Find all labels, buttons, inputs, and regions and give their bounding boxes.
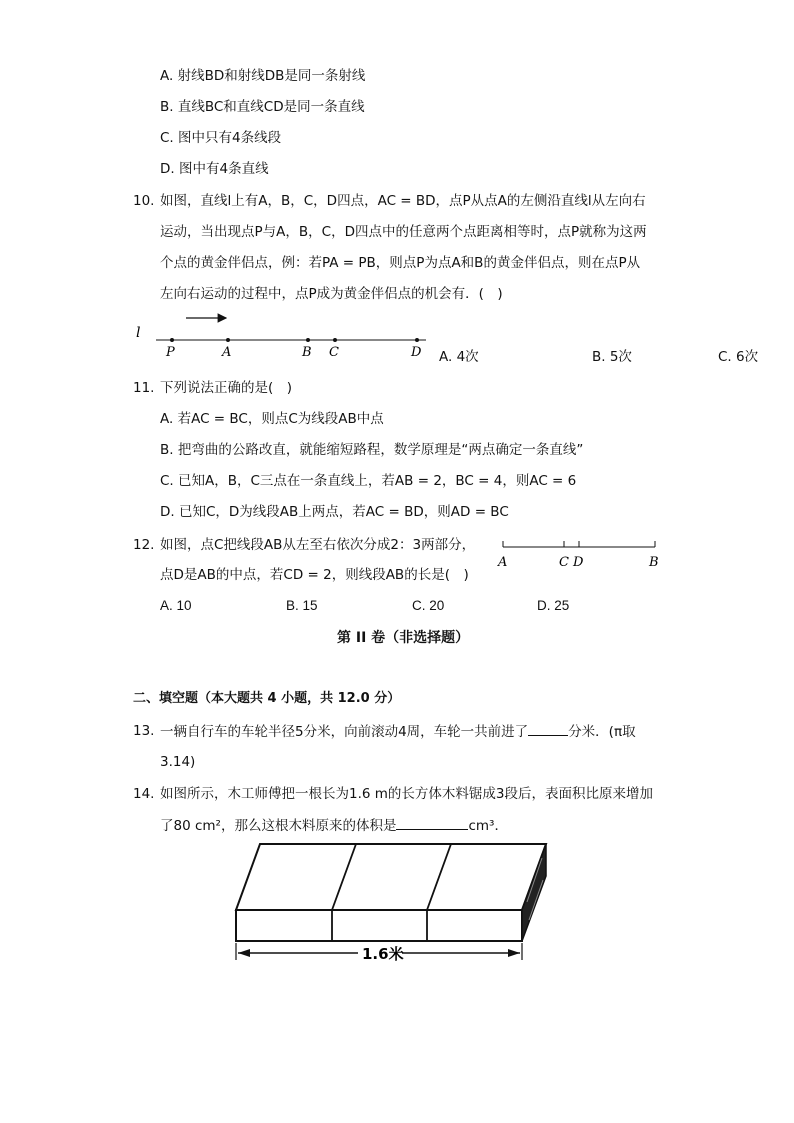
q13-line-1 bbox=[160, 721, 636, 742]
q11-option-b: B. 把弯曲的公路改直，就能缩短路程，数学原理是“两点确定一条直线” bbox=[160, 442, 584, 458]
label-a: A bbox=[222, 345, 232, 360]
label-b: B bbox=[649, 555, 659, 570]
q12-option-d: D. 25 bbox=[537, 598, 570, 613]
q11-stem: 下列说法正确的是( ) bbox=[160, 380, 293, 396]
q10-option-b: B. 5次 bbox=[592, 349, 632, 365]
part-2-title: 第 II 卷（非选择题） bbox=[337, 630, 470, 646]
q12-option-c: C. 20 bbox=[412, 598, 445, 613]
dimension-arrow-right bbox=[508, 949, 520, 957]
q14-line-2 bbox=[160, 815, 508, 836]
q13-text-a: 一辆自行车的车轮半径5分米，向前滚动4周，车轮一共前进了 bbox=[160, 724, 529, 740]
q10-number-line-figure bbox=[130, 306, 430, 364]
q14-text-a: 了80 cm²，那么这根木料原来的体积是 bbox=[160, 818, 397, 834]
q12-number: 12. bbox=[133, 537, 155, 553]
q13-number: 13. bbox=[133, 723, 155, 739]
label-b: B bbox=[302, 345, 312, 360]
q14-text-b: cm³． bbox=[468, 818, 508, 834]
q14-timber-figure bbox=[230, 840, 555, 970]
q13-text-b: 分米．(π取 bbox=[568, 724, 636, 740]
section-2-title: 二、填空题（本大题共 4 小题，共 12.0 分） bbox=[133, 691, 401, 706]
q13-answer-blank[interactable] bbox=[528, 721, 568, 736]
line-l-label: l bbox=[136, 325, 141, 341]
timber-front-face bbox=[236, 910, 522, 941]
dimension-arrow-left bbox=[238, 949, 250, 957]
point-d bbox=[415, 338, 419, 342]
q12-option-a: A. 10 bbox=[160, 598, 192, 613]
point-p bbox=[170, 338, 174, 342]
q11-option-d: D. 已知C，D为线段AB上两点，若AC = BD，则AD = BC bbox=[160, 504, 509, 520]
label-d: D bbox=[573, 555, 584, 570]
q12-stem-line-2: 点D是AB的中点，若CD = 2，则线段AB的长是( ) bbox=[160, 567, 469, 583]
label-c: C bbox=[559, 555, 569, 570]
q12-option-b: B. 15 bbox=[286, 598, 318, 613]
q10-stem-line-4: 左向右运动的过程中，点P成为黄金伴侣点的机会有．( ) bbox=[160, 286, 503, 302]
q9-option-b: B. 直线BC和直线CD是同一条直线 bbox=[160, 99, 365, 115]
q10-stem-line-1: 如图，直线l上有A，B，C，D四点，AC = BD，点P从点A的左侧沿直线l从左向右 bbox=[160, 193, 646, 209]
q14-answer-blank[interactable] bbox=[396, 815, 468, 830]
dimension-label: 1.6米 bbox=[362, 945, 404, 963]
q10-stem-line-2: 运动，当出现点P与A，B，C，D四点中的任意两个点距离相等时，点P就称为这两 bbox=[160, 224, 647, 240]
q13-line-2: 3.14) bbox=[160, 754, 196, 770]
label-a: A bbox=[498, 555, 508, 570]
q9-option-a: A. 射线BD和射线DB是同一条射线 bbox=[160, 68, 366, 84]
q10-stem-line-3: 个点的黄金伴侣点，例：若PA = PB，则点P为点A和B的黄金伴侣点，则在点P从 bbox=[160, 255, 641, 271]
timber-top-face bbox=[236, 844, 546, 910]
q11-number: 11. bbox=[133, 380, 155, 396]
q9-option-d: D. 图中有4条直线 bbox=[160, 161, 269, 177]
q10-option-a: A. 4次 bbox=[439, 349, 479, 365]
q14-line-1: 如图所示，木工师傅把一根长为1.6 m的长方体木料锯成3段后，表面积比原来增加 bbox=[160, 786, 653, 802]
label-c: C bbox=[329, 345, 339, 360]
label-d: D bbox=[411, 345, 422, 360]
q11-option-c: C. 已知A，B，C三点在一条直线上，若AB = 2，BC = 4，则AC = 6 bbox=[160, 473, 577, 489]
q10-number: 10. bbox=[133, 193, 155, 209]
point-b bbox=[306, 338, 310, 342]
q12-segment-figure bbox=[494, 536, 664, 572]
q10-option-c: C. 6次 bbox=[718, 349, 759, 365]
q11-option-a: A. 若AC = BC，则点C为线段AB中点 bbox=[160, 411, 384, 427]
point-c bbox=[333, 338, 337, 342]
q9-option-c: C. 图中只有4条线段 bbox=[160, 130, 282, 146]
label-p: P bbox=[166, 345, 175, 360]
q12-stem-line-1: 如图，点C把线段AB从左至右依次分成2：3两部分， bbox=[160, 537, 476, 553]
point-a bbox=[226, 338, 230, 342]
q14-number: 14. bbox=[133, 786, 155, 802]
